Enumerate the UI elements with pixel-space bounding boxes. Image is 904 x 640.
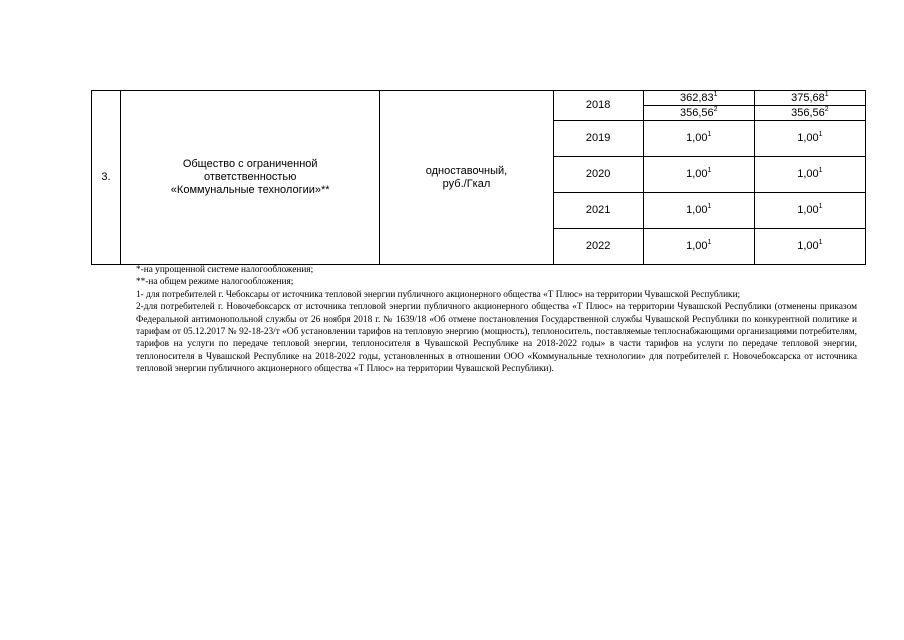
value-cell: [754, 91, 865, 106]
value: 1,00: [797, 240, 819, 252]
value-cell: [643, 121, 754, 157]
footnote-mark: 1: [824, 90, 829, 98]
footnote-mark: 2: [824, 105, 829, 113]
footnote-mark: 1: [818, 239, 823, 246]
year-cell: [553, 91, 643, 121]
footnote-mark: 1: [818, 131, 823, 138]
row-number: 3.: [101, 171, 111, 183]
footnote-mark: 2: [713, 105, 718, 113]
value: 375,68: [791, 91, 825, 104]
table-row-2018-top: [92, 91, 866, 106]
organization-line-3: «Коммунальные технологии»**: [170, 184, 330, 196]
value: 362,83: [679, 91, 714, 104]
value: 356,56: [791, 106, 825, 119]
value: 1,00: [686, 168, 708, 180]
organization-line-2: ответственностью: [203, 171, 297, 183]
footnote-mark: 1: [707, 239, 712, 246]
footnote-simplified-tax: *-на упрощенной системе налогообложения;: [136, 265, 314, 275]
value-cell: [643, 193, 754, 229]
value: 1,00: [686, 240, 708, 252]
value: 1,00: [797, 132, 819, 144]
organization-cell: [121, 91, 380, 265]
footnote-mark: 1: [818, 167, 823, 174]
value-cell: [754, 193, 865, 229]
year-label: 2018: [585, 99, 611, 111]
year-label: 2020: [585, 168, 611, 180]
value-cell: [643, 157, 754, 193]
year-label: 2019: [585, 132, 611, 144]
value-cell: [643, 91, 754, 106]
tariff-type-line-1: одноставочный,: [425, 164, 508, 177]
year-cell: [553, 229, 643, 265]
footnote-general-tax: **-на общем режиме налогообложения;: [136, 277, 294, 288]
value-cell: [643, 229, 754, 265]
value-cell: [754, 229, 865, 265]
organization-line-1: Общество с ограниченной: [182, 158, 318, 170]
year-label: 2021: [585, 204, 611, 216]
value: 1,00: [686, 132, 708, 144]
year-cell: [553, 193, 643, 229]
value-cell: [754, 121, 865, 157]
value: 1,00: [797, 204, 819, 216]
value: 1,00: [797, 168, 819, 180]
footnote-mark: 1: [707, 131, 712, 138]
year-cell: [553, 157, 643, 193]
year-cell: [553, 121, 643, 157]
footnote-1-cheboksary: 1- для потребителей г. Чебоксары от источника тепловой энергии публичного акционерного общества «Т Плюс» на территории Чувашской Республики;: [136, 289, 741, 300]
footnote-2-novocheboksarsk: 2-для потребителей г. Новочебоксарск от источника тепловой энергии публичного акционерного общества «Т Плюс» на территории Чувашской Республики (отменены приказом Федеральной антимонопольной службы от 26 ноября 2018 г. № 1639/18 «Об отмене постановления Государственной службы Чувашской Республики по конкурентной политике и тарифам от 05.12.2017 № 92-18-23/т «Об установлении тарифов на тепловую энергию (мощность), теплоноситель, поставляемые теплоснабжающими организациями потребителям, тарифов на услуги по передаче тепловой энергии, теплоносителя в Чувашской Республике на 2018-2022 годы» в части тарифов на услуги по передаче тепловой энергии, теплоносителя в Чувашской Республике на 2018-2022 годы, установленных в отношении ООО «Коммунальные технологии» для потребителей г. Новочебоксарска от источника тепловой энергии публичного акционерного общества «Т Плюс» на территории Чувашской Республики).: [136, 302, 857, 375]
footnote-mark: 1: [707, 167, 712, 174]
footnotes: [136, 264, 857, 376]
row-number-cell: [92, 91, 121, 265]
footnote-mark: 1: [818, 203, 823, 210]
footnote-mark: 1: [707, 203, 712, 210]
tariff-type-cell: [380, 91, 553, 265]
value-cell: [754, 157, 865, 193]
value-cell: [754, 106, 865, 121]
value-cell: [643, 106, 754, 121]
footnote-mark: 1: [713, 90, 718, 98]
value: 1,00: [686, 204, 708, 216]
value: 356,56: [679, 106, 714, 119]
year-label: 2022: [585, 240, 611, 252]
tariff-type-line-2: руб./Гкал: [442, 177, 491, 190]
tariff-table: [91, 90, 866, 265]
